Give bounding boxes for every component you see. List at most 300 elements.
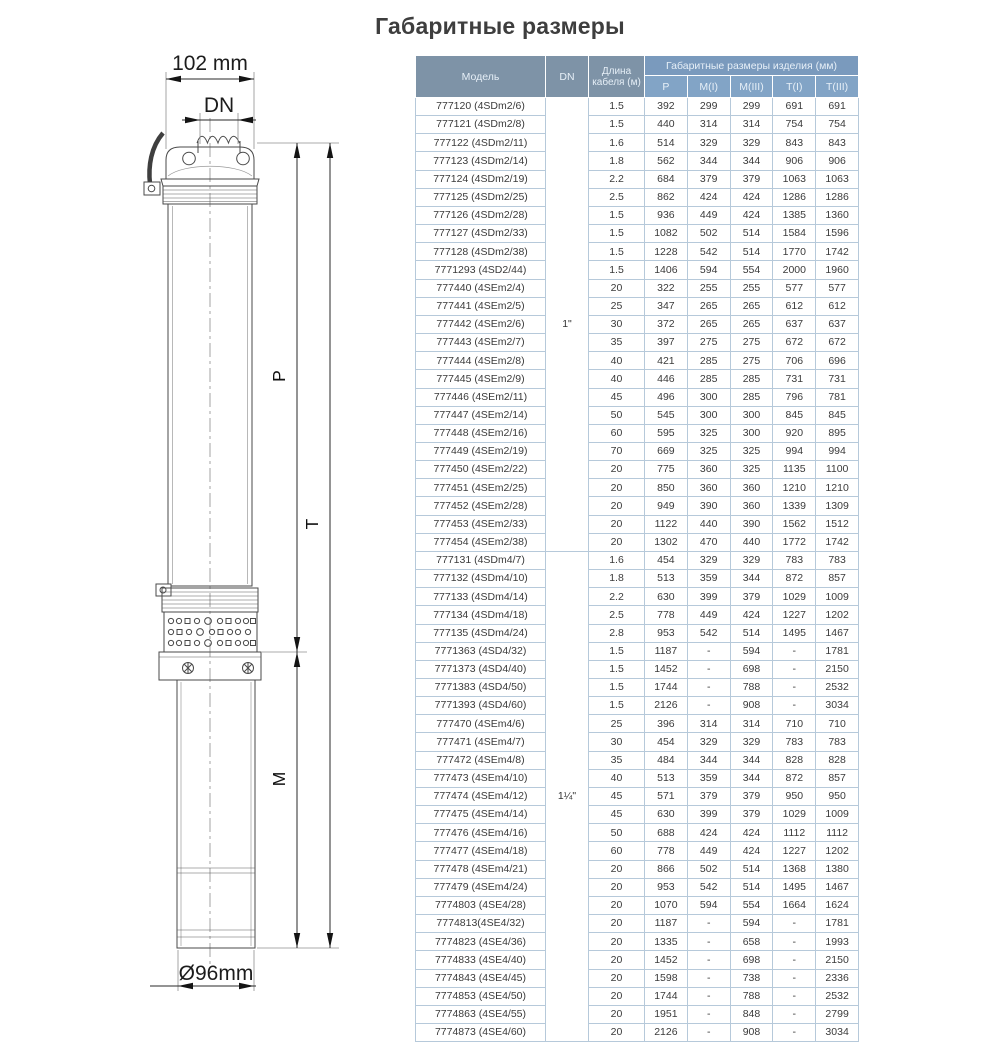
t3-cell: 1467 <box>816 624 859 642</box>
model-cell: 7774833 (4SE4/40) <box>416 951 546 969</box>
model-cell: 777127 (4SDm2/33) <box>416 225 546 243</box>
m3-cell: 314 <box>730 715 773 733</box>
m1-cell: 502 <box>687 225 730 243</box>
m3-cell: 424 <box>730 842 773 860</box>
cable-length-cell: 20 <box>589 1023 645 1041</box>
cable-length-cell: 1.5 <box>589 98 645 116</box>
table-header <box>416 56 859 98</box>
table-row <box>416 206 859 224</box>
model-cell: 777477 (4SEm4/18) <box>416 842 546 860</box>
t1-cell: 796 <box>773 388 816 406</box>
t3-cell: 1202 <box>816 606 859 624</box>
model-cell: 777443 (4SEm2/7) <box>416 334 546 352</box>
t1-cell: - <box>773 679 816 697</box>
model-cell: 777442 (4SEm2/6) <box>416 315 546 333</box>
m1-cell: - <box>687 1023 730 1041</box>
m1-cell: - <box>687 933 730 951</box>
t3-cell: 1781 <box>816 915 859 933</box>
table-row <box>416 660 859 678</box>
m1-cell: 344 <box>687 152 730 170</box>
m3-cell: 285 <box>730 388 773 406</box>
table-row <box>416 733 859 751</box>
model-cell: 777132 (4SDm4/10) <box>416 570 546 588</box>
table-row <box>416 751 859 769</box>
cable-length-cell: 1.5 <box>589 697 645 715</box>
cable-length-cell: 1.5 <box>589 116 645 134</box>
cable-length-cell: 20 <box>589 461 645 479</box>
p-cell: 949 <box>645 497 688 515</box>
p-cell: 454 <box>645 551 688 569</box>
cable-length-cell: 25 <box>589 297 645 315</box>
cable-length-cell: 30 <box>589 315 645 333</box>
model-cell: 777472 (4SEm4/8) <box>416 751 546 769</box>
cable-length-cell: 1.6 <box>589 551 645 569</box>
t3-cell: 1512 <box>816 515 859 533</box>
model-cell: 777451 (4SEm2/25) <box>416 479 546 497</box>
cable-length-cell: 40 <box>589 769 645 787</box>
model-cell: 777125 (4SDm2/25) <box>416 188 546 206</box>
m1-cell: 325 <box>687 424 730 442</box>
m1-cell: 300 <box>687 406 730 424</box>
m3-cell: 698 <box>730 660 773 678</box>
m3-cell: 299 <box>730 98 773 116</box>
table-row <box>416 479 859 497</box>
t3-cell: 1742 <box>816 533 859 551</box>
t1-cell: 1339 <box>773 497 816 515</box>
p-cell: 392 <box>645 98 688 116</box>
t1-cell: 845 <box>773 406 816 424</box>
model-cell: 777121 (4SDm2/8) <box>416 116 546 134</box>
mid-clamp-icon <box>156 584 171 596</box>
dimension-dn <box>182 94 256 144</box>
cable-length-cell: 20 <box>589 860 645 878</box>
t3-cell: 1309 <box>816 497 859 515</box>
t3-cell: 783 <box>816 551 859 569</box>
t1-cell: 612 <box>773 297 816 315</box>
t1-cell: 1286 <box>773 188 816 206</box>
t1-cell: 637 <box>773 315 816 333</box>
model-cell: 777449 (4SEm2/19) <box>416 442 546 460</box>
dn-merged-cell: 1¼" <box>546 551 589 1041</box>
model-cell: 7774843 (4SE4/45) <box>416 969 546 987</box>
model-cell: 7774813(4SE4/32) <box>416 915 546 933</box>
p-cell: 866 <box>645 860 688 878</box>
m1-cell: 344 <box>687 751 730 769</box>
t3-cell: 1286 <box>816 188 859 206</box>
model-cell: 777478 (4SEm4/21) <box>416 860 546 878</box>
t1-cell: - <box>773 951 816 969</box>
cable-length-cell: 20 <box>589 987 645 1005</box>
t3-cell: 696 <box>816 352 859 370</box>
col-header-cable-length: Длина кабеля (м) <box>589 56 645 98</box>
t1-cell: - <box>773 1023 816 1041</box>
t3-cell: 950 <box>816 787 859 805</box>
dim-dn-label: DN <box>203 94 235 117</box>
p-cell: 571 <box>645 787 688 805</box>
p-cell: 484 <box>645 751 688 769</box>
m3-cell: 738 <box>730 969 773 987</box>
p-cell: 372 <box>645 315 688 333</box>
t3-cell: 857 <box>816 769 859 787</box>
m1-cell: - <box>687 951 730 969</box>
t3-cell: 754 <box>816 116 859 134</box>
table-row <box>416 769 859 787</box>
p-cell: 1598 <box>645 969 688 987</box>
p-cell: 396 <box>645 715 688 733</box>
m3-cell: 788 <box>730 679 773 697</box>
table-row <box>416 715 859 733</box>
pump-diagram <box>0 0 400 1000</box>
cable-length-cell: 20 <box>589 279 645 297</box>
cable-length-cell: 1.5 <box>589 206 645 224</box>
table-row <box>416 406 859 424</box>
table-row <box>416 915 859 933</box>
cable-length-cell: 45 <box>589 806 645 824</box>
m1-cell: - <box>687 969 730 987</box>
t3-cell: 3034 <box>816 697 859 715</box>
t1-cell: 1029 <box>773 806 816 824</box>
t1-cell: 1063 <box>773 170 816 188</box>
model-cell: 7774823 (4SE4/36) <box>416 933 546 951</box>
model-cell: 777445 (4SEm2/9) <box>416 370 546 388</box>
m3-cell: 788 <box>730 987 773 1005</box>
p-cell: 1951 <box>645 1005 688 1023</box>
model-cell: 777450 (4SEm2/22) <box>416 461 546 479</box>
t1-cell: 1210 <box>773 479 816 497</box>
p-cell: 1187 <box>645 642 688 660</box>
cable-length-cell: 30 <box>589 733 645 751</box>
m1-cell: 314 <box>687 715 730 733</box>
p-cell: 1070 <box>645 896 688 914</box>
t1-cell: - <box>773 915 816 933</box>
cable-length-cell: 20 <box>589 915 645 933</box>
m3-cell: 658 <box>730 933 773 951</box>
m3-cell: 275 <box>730 334 773 352</box>
t3-cell: 857 <box>816 570 859 588</box>
model-cell: 777124 (4SDm2/19) <box>416 170 546 188</box>
model-cell: 7771393 (4SD4/60) <box>416 697 546 715</box>
t1-cell: 906 <box>773 152 816 170</box>
m3-cell: 379 <box>730 806 773 824</box>
cable-length-cell: 50 <box>589 406 645 424</box>
cable-length-cell: 20 <box>589 533 645 551</box>
m3-cell: 344 <box>730 751 773 769</box>
m3-cell: 325 <box>730 442 773 460</box>
table-row <box>416 806 859 824</box>
p-cell: 1122 <box>645 515 688 533</box>
t3-cell: 1596 <box>816 225 859 243</box>
cable-length-cell: 60 <box>589 842 645 860</box>
m1-cell: 285 <box>687 352 730 370</box>
t1-cell: - <box>773 660 816 678</box>
m1-cell: 424 <box>687 188 730 206</box>
model-cell: 777473 (4SEm4/10) <box>416 769 546 787</box>
t3-cell: 1624 <box>816 896 859 914</box>
dim-102mm-label: 102 mm <box>172 52 248 75</box>
t3-cell: 2799 <box>816 1005 859 1023</box>
m1-cell: - <box>687 679 730 697</box>
m1-cell: 285 <box>687 370 730 388</box>
table-row <box>416 170 859 188</box>
p-cell: 496 <box>645 388 688 406</box>
t1-cell: 754 <box>773 116 816 134</box>
dimension-lengths <box>257 143 339 948</box>
t3-cell: 1009 <box>816 588 859 606</box>
m3-cell: 514 <box>730 243 773 261</box>
t3-cell: 781 <box>816 388 859 406</box>
t3-cell: 1360 <box>816 206 859 224</box>
t1-cell: 1772 <box>773 533 816 551</box>
cable-length-cell: 20 <box>589 515 645 533</box>
m3-cell: 344 <box>730 570 773 588</box>
t3-cell: 710 <box>816 715 859 733</box>
dimension-bottom-diameter <box>150 950 256 991</box>
m3-cell: 379 <box>730 170 773 188</box>
m3-cell: 514 <box>730 225 773 243</box>
model-cell: 7774873 (4SE4/60) <box>416 1023 546 1041</box>
t1-cell: 1368 <box>773 860 816 878</box>
cable-length-cell: 1.5 <box>589 261 645 279</box>
m3-cell: 514 <box>730 860 773 878</box>
pump-outlet-threads <box>197 136 240 153</box>
m3-cell: 265 <box>730 297 773 315</box>
t3-cell: 1100 <box>816 461 859 479</box>
table-row <box>416 933 859 951</box>
m1-cell: 299 <box>687 98 730 116</box>
m3-cell: 325 <box>730 461 773 479</box>
t3-cell: 2150 <box>816 660 859 678</box>
p-cell: 595 <box>645 424 688 442</box>
model-cell: 777454 (4SEm2/38) <box>416 533 546 551</box>
m1-cell: 275 <box>687 334 730 352</box>
model-cell: 777475 (4SEm4/14) <box>416 806 546 824</box>
cable-length-cell: 35 <box>589 751 645 769</box>
m1-cell: - <box>687 697 730 715</box>
m3-cell: 329 <box>730 733 773 751</box>
col-header-m3: M(III) <box>730 76 773 98</box>
table-row <box>416 842 859 860</box>
m3-cell: 554 <box>730 896 773 914</box>
cable-length-cell: 20 <box>589 896 645 914</box>
table-row <box>416 878 859 896</box>
t1-cell: 1135 <box>773 461 816 479</box>
p-cell: 953 <box>645 624 688 642</box>
t3-cell: 843 <box>816 134 859 152</box>
t1-cell: 672 <box>773 334 816 352</box>
table-row <box>416 533 859 551</box>
m1-cell: 470 <box>687 533 730 551</box>
t1-cell: 783 <box>773 551 816 569</box>
m3-cell: 440 <box>730 533 773 551</box>
m3-cell: 344 <box>730 152 773 170</box>
t3-cell: 1112 <box>816 824 859 842</box>
t3-cell: 1993 <box>816 933 859 951</box>
m3-cell: 594 <box>730 915 773 933</box>
m1-cell: 594 <box>687 896 730 914</box>
model-cell: 7774853 (4SE4/50) <box>416 987 546 1005</box>
table-row <box>416 1023 859 1041</box>
p-cell: 1187 <box>645 915 688 933</box>
pump-motor-body <box>177 680 255 948</box>
table-row <box>416 424 859 442</box>
dim-diameter-label: Ø96mm <box>178 962 254 985</box>
model-cell: 777446 (4SEm2/11) <box>416 388 546 406</box>
p-cell: 1082 <box>645 225 688 243</box>
m1-cell: - <box>687 915 730 933</box>
m1-cell: 360 <box>687 479 730 497</box>
t1-cell: 1770 <box>773 243 816 261</box>
cable-length-cell: 20 <box>589 878 645 896</box>
t3-cell: 1467 <box>816 878 859 896</box>
table-row <box>416 515 859 533</box>
p-cell: 513 <box>645 570 688 588</box>
cable-length-cell: 35 <box>589 334 645 352</box>
p-cell: 513 <box>645 769 688 787</box>
cable-length-cell: 25 <box>589 715 645 733</box>
p-cell: 1406 <box>645 261 688 279</box>
model-cell: 7771373 (4SD4/40) <box>416 660 546 678</box>
cable-length-cell: 20 <box>589 969 645 987</box>
model-cell: 777441 (4SEm2/5) <box>416 297 546 315</box>
cable-length-cell: 20 <box>589 497 645 515</box>
t3-cell: 1380 <box>816 860 859 878</box>
dim-p-label: P <box>269 370 289 382</box>
m1-cell: 265 <box>687 315 730 333</box>
table-row <box>416 297 859 315</box>
model-cell: 777440 (4SEm2/4) <box>416 279 546 297</box>
t3-cell: 577 <box>816 279 859 297</box>
p-cell: 514 <box>645 134 688 152</box>
m3-cell: 329 <box>730 134 773 152</box>
m1-cell: 502 <box>687 860 730 878</box>
t1-cell: - <box>773 1005 816 1023</box>
model-cell: 7771363 (4SD4/32) <box>416 642 546 660</box>
t1-cell: 1385 <box>773 206 816 224</box>
table-row <box>416 461 859 479</box>
m1-cell: 594 <box>687 261 730 279</box>
cable-length-cell: 1.5 <box>589 225 645 243</box>
pump-mid-ribs <box>162 588 258 612</box>
t3-cell: 731 <box>816 370 859 388</box>
p-cell: 397 <box>645 334 688 352</box>
cable-length-cell: 1.5 <box>589 642 645 660</box>
t1-cell: 872 <box>773 769 816 787</box>
cable-length-cell: 2.5 <box>589 188 645 206</box>
table-row <box>416 987 859 1005</box>
p-cell: 862 <box>645 188 688 206</box>
m3-cell: 300 <box>730 406 773 424</box>
p-cell: 778 <box>645 842 688 860</box>
model-cell: 777453 (4SEm2/33) <box>416 515 546 533</box>
t3-cell: 1742 <box>816 243 859 261</box>
m3-cell: 379 <box>730 588 773 606</box>
table-row <box>416 261 859 279</box>
model-cell: 777134 (4SDm4/18) <box>416 606 546 624</box>
cable-length-cell: 2.5 <box>589 606 645 624</box>
table-body <box>416 98 859 1042</box>
m3-cell: 360 <box>730 479 773 497</box>
p-cell: 669 <box>645 442 688 460</box>
cable-length-cell: 60 <box>589 424 645 442</box>
cable-length-cell: 1.5 <box>589 679 645 697</box>
table-row <box>416 334 859 352</box>
t3-cell: 2532 <box>816 987 859 1005</box>
p-cell: 421 <box>645 352 688 370</box>
m1-cell: 265 <box>687 297 730 315</box>
t3-cell: 1009 <box>816 806 859 824</box>
m3-cell: 424 <box>730 606 773 624</box>
p-cell: 1452 <box>645 951 688 969</box>
m3-cell: 300 <box>730 424 773 442</box>
t3-cell: 828 <box>816 751 859 769</box>
table-row <box>416 969 859 987</box>
p-cell: 545 <box>645 406 688 424</box>
t1-cell: 950 <box>773 787 816 805</box>
t3-cell: 2150 <box>816 951 859 969</box>
m3-cell: 379 <box>730 787 773 805</box>
cable-length-cell: 2.8 <box>589 624 645 642</box>
t1-cell: 1495 <box>773 878 816 896</box>
m1-cell: - <box>687 987 730 1005</box>
model-cell: 777479 (4SEm4/24) <box>416 878 546 896</box>
m1-cell: 542 <box>687 624 730 642</box>
cable-length-cell: 70 <box>589 442 645 460</box>
m3-cell: 514 <box>730 878 773 896</box>
m1-cell: 449 <box>687 206 730 224</box>
t3-cell: 906 <box>816 152 859 170</box>
m1-cell: - <box>687 642 730 660</box>
model-cell: 777448 (4SEm2/16) <box>416 424 546 442</box>
m3-cell: 424 <box>730 188 773 206</box>
cable-length-cell: 2.2 <box>589 170 645 188</box>
t1-cell: 691 <box>773 98 816 116</box>
cable-length-cell: 20 <box>589 951 645 969</box>
m1-cell: - <box>687 660 730 678</box>
m3-cell: 390 <box>730 515 773 533</box>
t3-cell: 1063 <box>816 170 859 188</box>
t1-cell: - <box>773 987 816 1005</box>
cable-length-cell: 1.5 <box>589 660 645 678</box>
table-row <box>416 787 859 805</box>
t3-cell: 783 <box>816 733 859 751</box>
t1-cell: 1112 <box>773 824 816 842</box>
table-row <box>416 624 859 642</box>
model-cell: 7774863 (4SE4/55) <box>416 1005 546 1023</box>
m1-cell: 359 <box>687 570 730 588</box>
t1-cell: 843 <box>773 134 816 152</box>
table-row <box>416 442 859 460</box>
page-title: Габаритные размеры <box>375 13 625 39</box>
t3-cell: 1781 <box>816 642 859 660</box>
m1-cell: 329 <box>687 134 730 152</box>
model-cell: 7774803 (4SE4/28) <box>416 896 546 914</box>
p-cell: 953 <box>645 878 688 896</box>
p-cell: 454 <box>645 733 688 751</box>
t1-cell: 706 <box>773 352 816 370</box>
m1-cell: - <box>687 1005 730 1023</box>
model-cell: 777133 (4SDm4/14) <box>416 588 546 606</box>
table-row <box>416 588 859 606</box>
t1-cell: - <box>773 697 816 715</box>
m1-cell: 359 <box>687 769 730 787</box>
model-cell: 777444 (4SEm2/8) <box>416 352 546 370</box>
table-row <box>416 152 859 170</box>
t1-cell: 2000 <box>773 261 816 279</box>
t3-cell: 1960 <box>816 261 859 279</box>
table-row <box>416 1005 859 1023</box>
table-row <box>416 279 859 297</box>
t3-cell: 994 <box>816 442 859 460</box>
